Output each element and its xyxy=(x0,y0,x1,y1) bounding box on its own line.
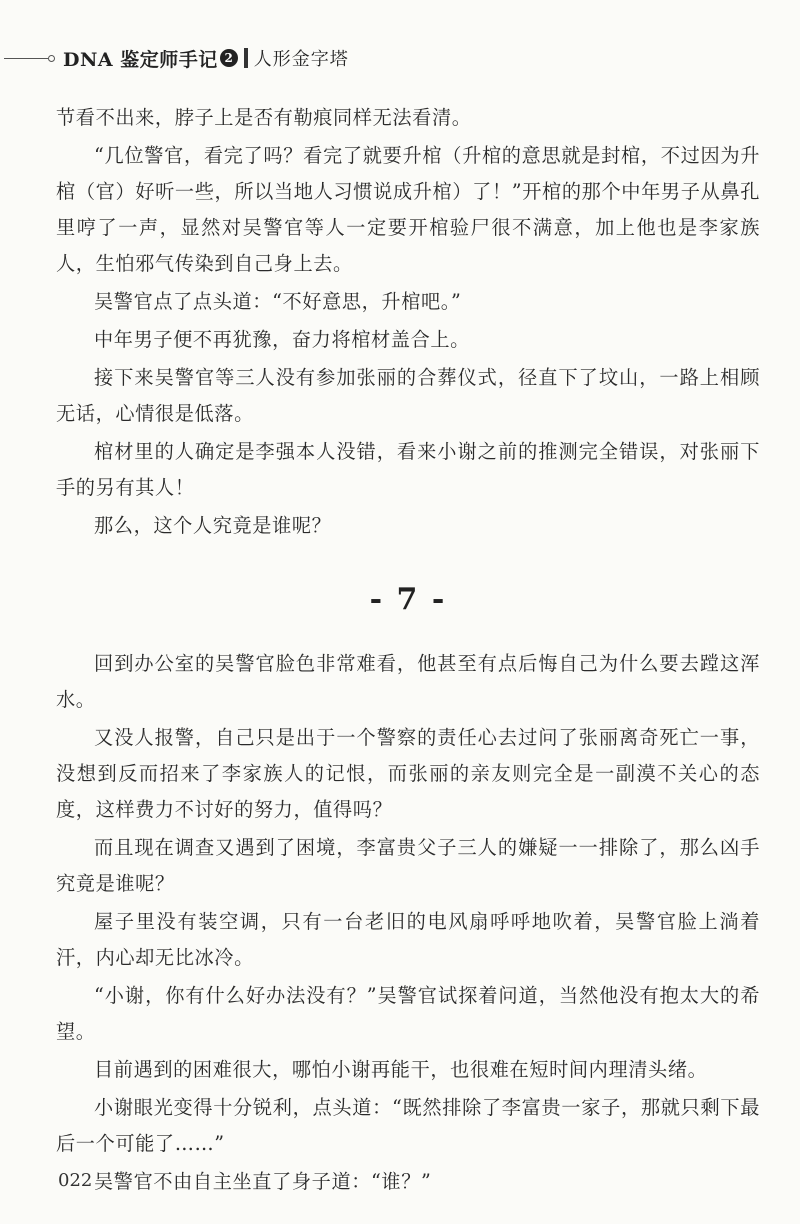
page-number: 022 xyxy=(58,1170,93,1191)
book-title: DNA 鉴定师手记 xyxy=(63,48,218,71)
paragraph: “几位警官，看完了吗？看完了就要升棺（升棺的意思就是封棺，不过因为升棺（官）好听一些，所以当地人习惯说成升棺）了！”开棺的那个中年男子从鼻孔里哼了一声，显然对吴警官等人一定要开棺验尸很不满意，加上他也是李家族人，生怕邪气传染到自己身上去。 xyxy=(56,144,760,275)
paragraph: 又没人报警，自己只是出于一个警察的责任心去过问了张丽离奇死亡一事，没想到反而招来了李家族人的记恨，而张丽的亲友则完全是一副漠不关心的态度，这样费力不讨好的努力，值得吗？ xyxy=(56,726,760,821)
paragraph: 屋子里没有装空调，只有一台老旧的电风扇呼呼地吹着，吴警官脸上淌着汗，内心却无比冰冷。 xyxy=(56,910,760,969)
paragraph: 那么，这个人究竟是谁呢？ xyxy=(94,514,332,537)
text-block-before-chapter xyxy=(56,100,760,546)
header-separator-bar xyxy=(244,48,248,68)
paragraph: 接下来吴警官等三人没有参加张丽的合葬仪式，径直下了坟山，一路上相顾无话，心情很是低落。 xyxy=(56,366,760,425)
paragraph: 而且现在调查又遇到了困境，李富贵父子三人的嫌疑一一排除了，那么凶手究竟是谁呢？ xyxy=(56,836,760,895)
page-body xyxy=(56,100,760,1202)
paragraph: 目前遇到的困难很大，哪怕小谢再能干，也很难在短时间内理清头绪。 xyxy=(94,1058,708,1081)
paragraph: 中年男子便不再犹豫，奋力将棺材盖合上。 xyxy=(94,328,470,351)
paragraph: “小谢，你有什么好办法没有？”吴警官试探着问道，当然他没有抱太大的希望。 xyxy=(56,984,760,1043)
paragraph: 节看不出来，脖子上是否有勒痕同样无法看清。 xyxy=(56,106,472,129)
paragraph: 棺材里的人确定是李强本人没错，看来小谢之前的推测完全错误，对张丽下手的另有其人！ xyxy=(56,440,760,499)
chapter-heading: - 7 - xyxy=(369,582,447,617)
header-rule xyxy=(4,58,48,59)
volume-badge: 2 xyxy=(220,49,238,67)
paragraph: 回到办公室的吴警官脸色非常难看，他甚至有点后悔自己为什么要去蹚这浑水。 xyxy=(56,652,760,711)
header-circle-ornament xyxy=(48,55,55,62)
paragraph: 吴警官点了点头道：“不好意思，升棺吧。” xyxy=(94,290,462,313)
text-block-after-chapter xyxy=(56,646,760,1202)
book-subtitle: 人形金字塔 xyxy=(253,49,349,70)
running-header xyxy=(0,42,349,74)
paragraph: 吴警官不由自主坐直了身子道：“谁？” xyxy=(94,1170,432,1193)
paragraph: 小谢眼光变得十分锐利，点头道：“既然排除了李富贵一家子，那就只剩下最后一个可能了……” xyxy=(56,1096,760,1155)
